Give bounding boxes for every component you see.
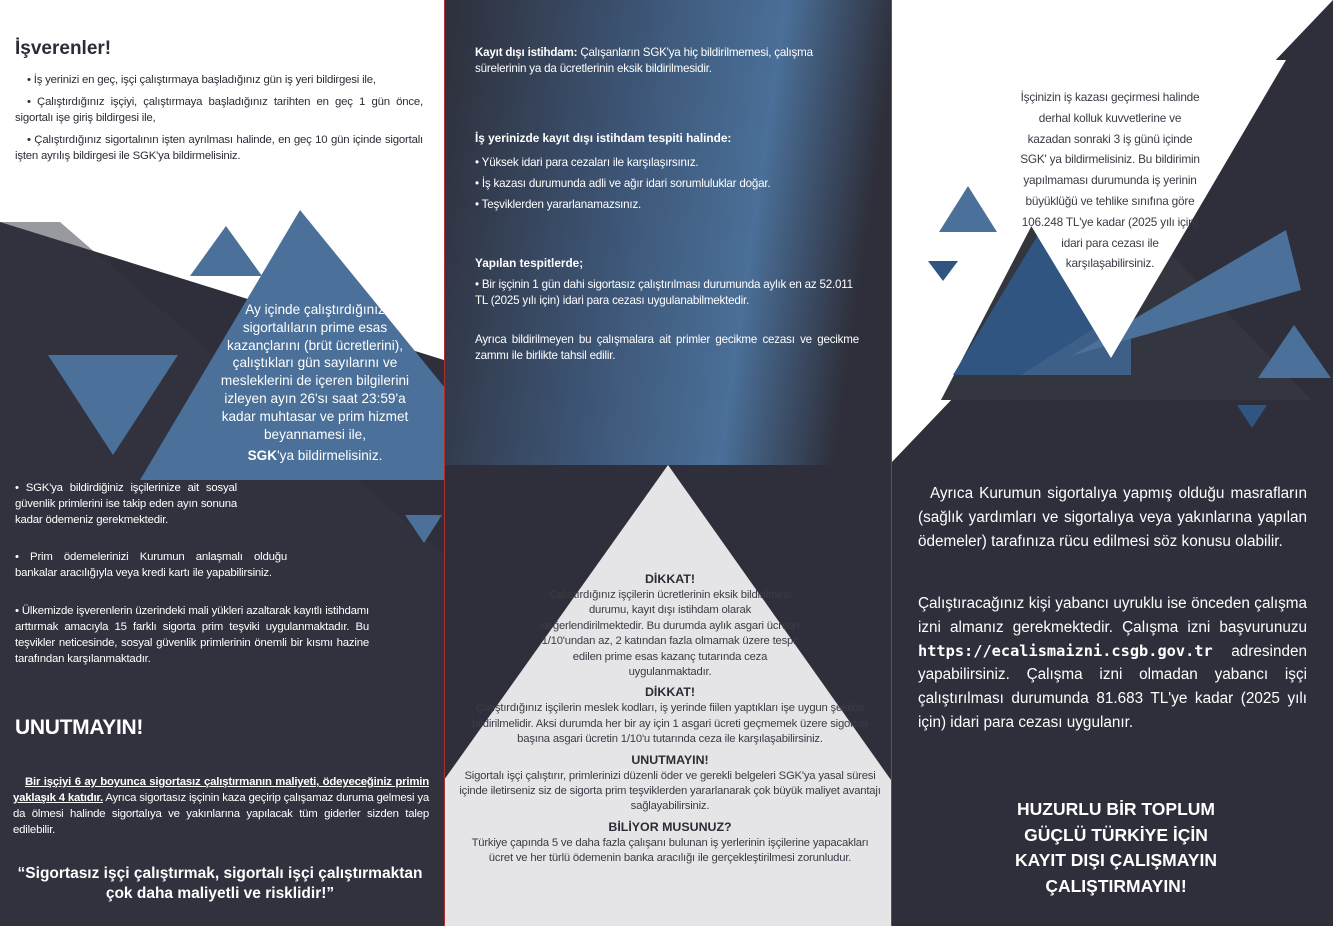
triangle-body: Ay içinde çalıştırdığınız sigortalıların prime esas kazançlarını (brüt ücretlerini), çalıştıkları gün sayılarını ve mesleklerini de içeren bilgilerini izleyen ayın 26'sı saat 23:59'a kadar muhtasar ve prim hizmet beyannamesi ile, — [220, 302, 410, 442]
cost-paragraph — [13, 774, 429, 838]
panel-middle — [444, 0, 891, 926]
work-permit-paragraph — [918, 592, 1307, 735]
bullet-item: • Çalıştırdığınız işçiyi, çalıştırmaya başladığınız tarihten en geç 1 gün önce, sigortalı işe giriş bildirgesi ile, — [15, 96, 423, 124]
sgk-rest: 'ya bildirmelisiniz. — [277, 448, 383, 464]
yapilan-heading: Yapılan tespitlerde; — [475, 256, 584, 270]
top-bullet-list — [15, 72, 423, 164]
dikkat-text-1: Çalıştırdığınız işçilerin ücretlerinin eksik bildirilmesi durumu, kayıt dışı istihdam olarak değerlendirilmektedir. Bu durumda aylık asgari ücretin 1/10'undan az, 2 katından fazla olmamak üzere tespit edilen prime esas kazanç tutarında ceza uygulanmaktadır. — [540, 589, 800, 679]
ayrica-paragraph: Ayrıca bildirilmeyen bu çalışmalara ait primler gecikme cezası ve gecikme zammı ile birlikte tahsil edilir. — [475, 333, 859, 362]
small-triangle-up — [190, 226, 262, 276]
dikkat-title-1: DİKKAT! — [644, 572, 695, 586]
slogan-line: GÜÇLÜ TÜRKİYE İÇİN — [1024, 824, 1208, 845]
definition-rest: Çalışanların SGK'ya hiç bildirilmemesi, çalışma sürelerinin ya da ücretlerinin eksik bildirilmesidir. — [475, 46, 813, 75]
list-item: • Yüksek idari para cezaları ile karşılaşırsınız. — [475, 156, 699, 169]
list-item: • İş kazası durumunda adli ve ağır idari sorumluluklar doğar. — [475, 177, 771, 190]
yapilan-item: • Bir işçinin 1 gün dahi sigortasız çalıştırılması durumunda aylık en az 52.011 TL (2025 yılı için) idari para cezası uygulanabilmektedir. — [475, 278, 853, 307]
bullet-item: • İş yerinizi en geç, işçi çalıştırmaya başladığınız gün iş yeri bildirgesi ile, — [27, 74, 376, 86]
permit-text-a: Çalıştıracağınız kişi yabancı uyruklu ise önceden çalışma izni almanız gerekmektedir. Çalışma izni başvurunuzu — [918, 595, 1307, 636]
tespit-list — [475, 152, 865, 215]
definition-paragraph — [475, 45, 865, 77]
slogan-line: HUZURLU BİR TOPLUM — [1017, 799, 1215, 819]
rucu-paragraph: Ayrıca Kurumun sigortalıya yapmış olduğu masrafların (sağlık yardımları ve sigortalıya veya yakınlarına yapılan ödemeler) tarafınıza rücu edilmesi söz konusu olabilir. — [918, 485, 1307, 550]
fold-line-right — [891, 0, 892, 926]
info-block — [456, 572, 884, 867]
unutmayin-text: Sigortalı işçi çalıştırır, primlerinizi düzenli öder ve gerekli belgeleri SGK'ya yasal süresi içinde iletirseniz siz de sigorta prim teşviklerden yararlanarak çok büyük maliyet avantajı sağlayabilirsiniz. — [459, 769, 881, 813]
bullet-item: • Çalıştırdığınız sigortalının işten ayrılması halinde, en geç 10 gün içinde sigortalı işten ayrılış bildirgesi ile SGK'ya bildirmelisiniz. — [15, 134, 423, 162]
triangle-up-left — [939, 186, 997, 232]
tespit-heading: İş yerinizde kayıt dışı istihdam tespiti halinde: — [475, 131, 732, 145]
cost-rest: Ayrıca sigortasız işçinin kaza geçirip çalışamaz duruma gelmesi ya da ölmesi halinde sigortalıya ve yakınlarına yapılacak tüm giderler sizden talep edilebilir. — [13, 792, 429, 836]
triangle-down-left — [928, 261, 958, 281]
permit-text-b: adresinden yapabilirsiniz. Çalışma izni olmadan yabancı işçi çalıştırılması durumunda 81.683 TL'ye kadar (2025 yılı için) idari para cezası uygulanır. — [918, 642, 1307, 731]
dark-bullet-1: • SGK'ya bildirdiğiniz işçilerinize ait sosyal güvenlik primlerini ise takip eden ayın sonuna kadar ödemeniz gerekmektedir. — [15, 482, 237, 526]
heading-isverenler: İşverenler! — [15, 38, 112, 59]
triangle-text — [220, 301, 410, 465]
dark-bullet-2: • Prim ödemelerinizi Kurumun anlaşmalı olduğu bankalar aracılığıyla veya kredi kartı ile yapabilirsiniz. — [15, 551, 287, 579]
fold-line-left — [444, 0, 445, 926]
list-item: • Teşviklerden yararlanamazsınız. — [475, 198, 642, 211]
work-permit-link[interactable]: https://ecalismaizni.csgb.gov.tr — [918, 641, 1213, 660]
cost-underlined: Bir işçiyi 6 ay boyunca sigortasız çalıştırmanın maliyeti, ödeyeceğiniz primin yaklaşık 4 katıdır. — [13, 776, 429, 804]
dark-bullet-3: • Ülkemizde işverenlerin üzerindeki mali yükleri azaltarak kayıtlı istihdamı arttırmak amacıyla 15 farklı sigorta prim teşviki uygulanmaktadır. Bu teşvikler neticesinde, sosyal güvenlik primlerinin önemli bir kısmı hazine tarafından karşılanmaktadır. — [15, 605, 369, 665]
dikkat-title-2: DİKKAT! — [644, 685, 695, 700]
accident-text: İşçinizin iş kazası geçirmesi halinde derhal kolluk kuvvetlerine ve kazadan sonraki 3 iş günü içinde SGK' ya bildirmelisiniz. Bu bildirimin yapılmaması durumunda iş yerinin büyüklüğü ve tehlike sınıfına göre 106.248 TL'ye kadar (2025 yılı için) idari para cezası ile karşılaşabilirsiniz. — [1020, 90, 1200, 271]
slogan-line: KAYIT DIŞI ÇALIŞMAYIN — [1015, 850, 1217, 870]
biliyor-title: BİLİYOR MUSUNUZ? — [608, 819, 732, 834]
dikkat-text-2: Çalıştırdığınız işçilerin meslek kodları, iş yerinde fiilen yaptıkları işe uygun şekilde bildirilmelidir. Aksi durumda her bir ay için 1 asgari ücreti geçmemek üzere sigortalı başına asgari ücretin 1/10'u tutarında ceza ile karşılaşabilirsiniz. — [472, 702, 868, 746]
unutmayin-heading: UNUTMAYIN! — [15, 716, 144, 739]
biliyor-text: Türkiye çapında 5 ve daha fazla çalışanı bulunan iş yerlerinin işçilerine yapacakları ücret ve her türlü ödemenin banka aracılığı ile gerçekleştirilmesi zorunludur. — [471, 836, 869, 865]
slogan-line: ÇALIŞTIRMAYIN! — [1045, 875, 1187, 896]
triangle-sgk-line — [220, 447, 410, 465]
unutmayin-title: UNUTMAYIN! — [631, 752, 709, 767]
sgk-bold: SGK — [247, 448, 278, 464]
quote-text: “Sigortasız işçi çalıştırmak, sigortalı işçi çalıştırmaktan çok daha maliyetli ve risklidir!” — [17, 865, 423, 902]
panel-left — [0, 0, 444, 926]
panel-right — [891, 0, 1333, 926]
definition-bold: Kayıt dışı istihdam: — [475, 46, 578, 59]
slogan — [941, 797, 1291, 899]
